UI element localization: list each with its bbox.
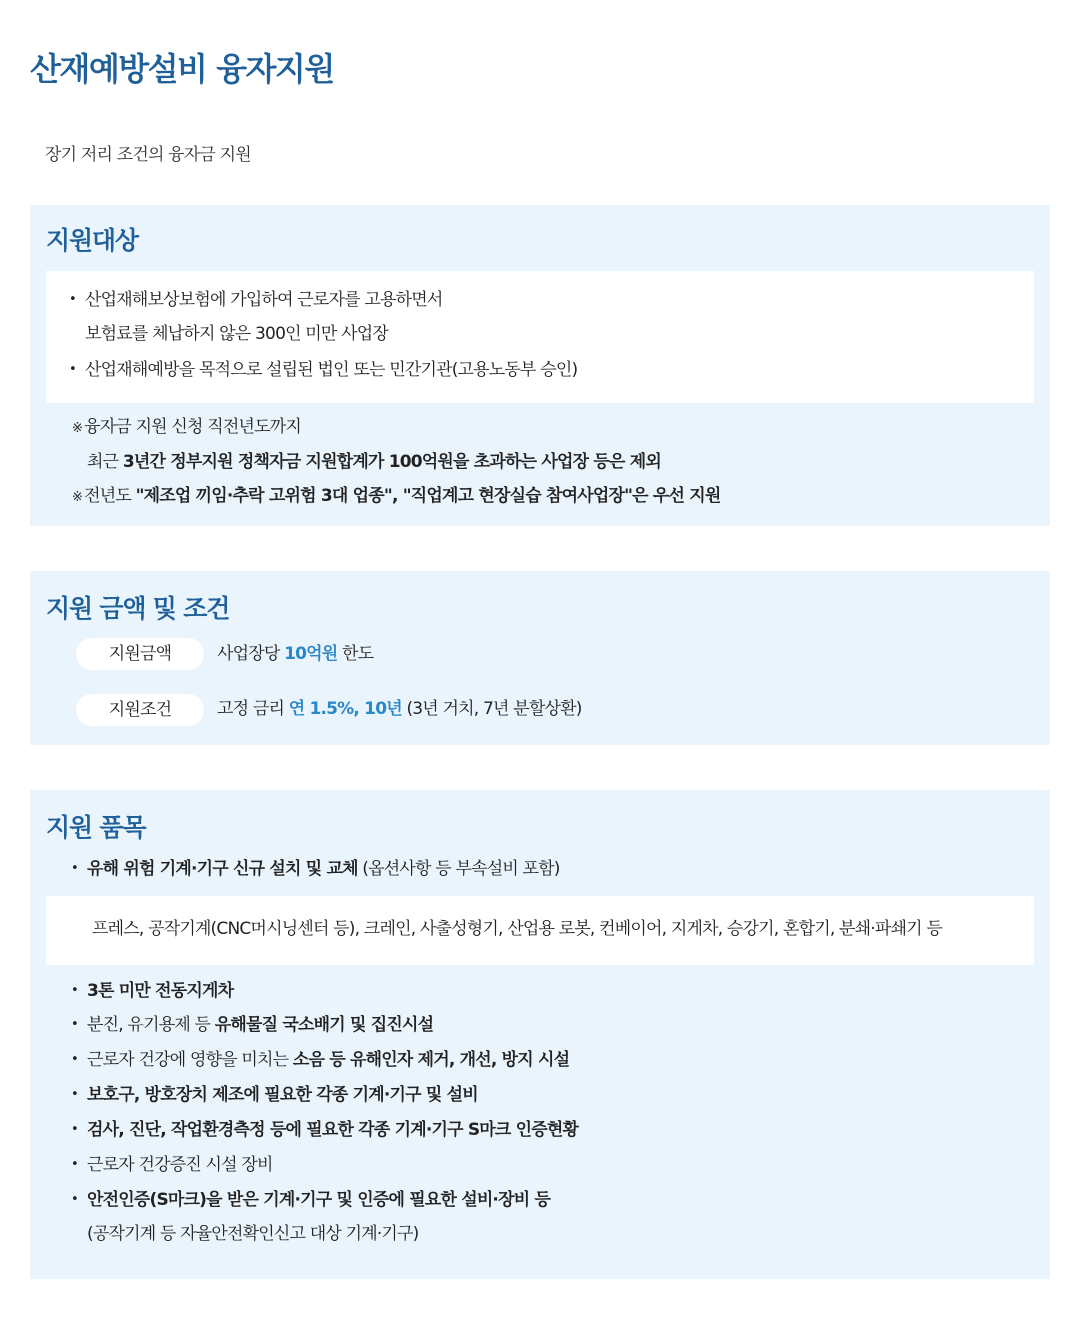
items-list-1 xyxy=(87,979,233,1003)
note-mark: ※ xyxy=(72,490,83,505)
target-box xyxy=(46,271,1034,403)
items-list-7 xyxy=(87,1188,550,1212)
item-strong: 안전인증(S마크)을 받은 기계·기구 및 인증에 필요한 설비·장비 등 xyxy=(87,1190,551,1210)
items-list-7-sub: (공작기계 등 자율안전확인신고 대상 기계·기구) xyxy=(87,1224,419,1244)
note-1-line2-pre: 최근 xyxy=(87,452,123,472)
note-2-pre: 전년도 xyxy=(84,486,136,506)
item-strong: 유해물질 국소배기 및 집진시설 xyxy=(214,1015,434,1035)
page-title: 산재예방설비 융자지원 xyxy=(30,50,334,88)
note-1-line2-strong: 3년간 정부지원 정책자금 지원합계가 100억원을 초과하는 사업장 등은 제외 xyxy=(122,452,661,472)
examples-box xyxy=(46,896,1034,965)
condition-post: (3년 거치, 7년 분할상환) xyxy=(401,699,582,719)
amount-highlight: 10억원 xyxy=(284,644,338,664)
items-list-2 xyxy=(87,1013,433,1037)
target-section xyxy=(30,205,1050,526)
examples-text: 프레스, 공작기계(CNC머시닝센터 등), 크레인, 사출성형기, 산업용 로봇, 컨베이어, 지게차, 승강기, 혼합기, 분쇄·파쇄기 등 xyxy=(92,919,942,939)
amount-post: 한도 xyxy=(337,644,374,664)
item-pre: 근로자 건강에 영향을 미치는 xyxy=(87,1050,293,1070)
target-item-1-line1: • 산업재해보상보험에 가입하여 근로자를 고용하면서 xyxy=(85,288,443,312)
items-first-strong: 유해 위험 기계·기구 신규 설치 및 교체 xyxy=(87,859,358,879)
item-strong: 소음 등 유해인자 제거, 개선, 방지 시설 xyxy=(292,1050,570,1070)
amount-value xyxy=(217,642,373,666)
target-item-1-line2: 보험료를 체납하지 않은 300인 미만 사업장 xyxy=(85,324,389,344)
page-subtitle: 장기 저리 조건의 융자금 지원 xyxy=(45,145,251,165)
item-pre: 근로자 건강증진 시설 장비 xyxy=(87,1155,273,1175)
condition-label-pill: 지원조건 xyxy=(76,694,204,726)
items-list-3 xyxy=(87,1048,569,1072)
target-heading: 지원대상 xyxy=(46,226,138,255)
items-list-6 xyxy=(87,1153,273,1177)
amount-label-pill: 지원금액 xyxy=(76,638,204,670)
note-2-strong: "제조업 끼임·추락 고위험 3대 업종", "직업계고 현장실습 참여사업장"은 우선 지원 xyxy=(135,486,721,506)
items-first-normal: (옵션사항 등 부속설비 포함) xyxy=(357,859,560,879)
item-strong: 3톤 미만 전동지게차 xyxy=(87,981,234,1001)
condition-value xyxy=(217,697,582,721)
amount-pre: 사업장당 xyxy=(217,644,285,664)
target-note-1-line2 xyxy=(87,450,661,474)
target-note-2 xyxy=(72,484,721,510)
items-list-5 xyxy=(87,1118,578,1142)
amount-section xyxy=(30,571,1050,745)
items-first xyxy=(87,857,560,881)
note-1-text: 융자금 지원 신청 직전년도까지 xyxy=(84,417,301,437)
item-pre: 분진, 유기용제 등 xyxy=(87,1015,215,1035)
items-heading: 지원 품목 xyxy=(46,813,146,842)
items-list-4 xyxy=(87,1083,478,1107)
item-strong: 보호구, 방호장치 제조에 필요한 각종 기계·기구 및 설비 xyxy=(87,1085,478,1105)
item-strong: 검사, 진단, 작업환경측정 등에 필요한 각종 기계·기구 S마크 인증현황 xyxy=(87,1120,579,1140)
items-section xyxy=(30,790,1050,1279)
target-note-1-line1 xyxy=(72,415,301,441)
condition-pre: 고정 금리 xyxy=(217,699,289,719)
condition-highlight: 연 1.5%, 10년 xyxy=(288,699,402,719)
amount-heading: 지원 금액 및 조건 xyxy=(46,594,230,623)
target-item-2: • 산업재해예방을 목적으로 설립된 법인 또는 민간기관(고용노동부 승인) xyxy=(85,358,577,382)
note-mark: ※ xyxy=(72,421,83,436)
